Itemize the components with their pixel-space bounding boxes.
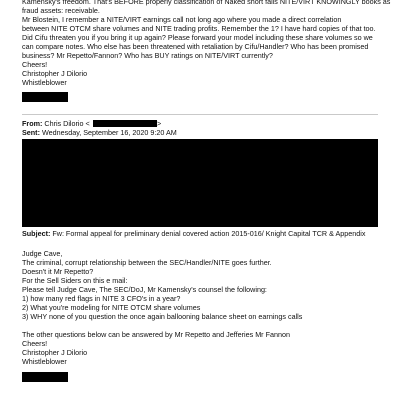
top-text-line-1: fraud assets: receivable. [22, 6, 100, 15]
body-line-7: 3) WHY none of you question the once again ballooning balance sheet on earnings calls [22, 312, 303, 321]
email-from-row [22, 119, 90, 128]
email-subject-row [22, 229, 365, 238]
body-closing: Cheers! [22, 339, 48, 348]
body-line-0: Judge Cave, [22, 249, 63, 258]
body-line-2: Doesn't it Mr Repetto? [22, 267, 94, 276]
top-text-line-2: Mr Blostein, I remember a NITE/VIRT earnings call not long ago where you made a direct correlation [22, 15, 342, 24]
top-text-line-3: between NITE OTCM share volumes and NITE trading profits. Remember the 1? I have hard copies of that too. [22, 24, 376, 33]
signature-name: Christopher J Dilorio [22, 69, 88, 78]
top-text-line-7: Cheers! [22, 60, 48, 69]
body-signature-name: Christopher J Dilorio [22, 348, 88, 357]
body-line-1: The criminal, corrupt relationship between the SEC/Handler/NITE goes further. [22, 258, 272, 267]
from-value: Chris Dilorio < [44, 119, 90, 128]
top-text-line-4: Did Cifu threaten you if you bring it up again? Please forward your model including these share volumes so we [22, 33, 373, 42]
sent-label: Sent: [22, 128, 40, 137]
signature-title: Whistleblower [22, 78, 67, 87]
redaction-block-recipients [22, 139, 378, 227]
redaction-block-signature-top [22, 92, 68, 102]
subject-label: Subject: [22, 229, 51, 238]
top-text-line-5: can compare notes. Who else has been threatened with retaliation by Cifu/Handler? Who has been promised [22, 42, 369, 51]
top-text-line-6: business? Mr Repetto/Fannon? Who has BUY ratings on NITE/VIRT currently? [22, 51, 273, 60]
body-line-6: 2) What you're modeling for NITE OTCM share volumes [22, 303, 201, 312]
from-label: From: [22, 119, 43, 128]
body-signature-title: Whistleblower [22, 357, 67, 366]
top-text-line-0: Kamensky's freedom. That's BEFORE properly classification of Naked short fails NITE/VIRT KNOWINGLY books as [22, 0, 391, 6]
subject-value: Fw: Formal appeal for preliminary denial covered action 2015-016/ Knight Capital TCR & Appendix [52, 229, 366, 238]
redaction-block-email-address [93, 120, 157, 127]
body-line-8: The other questions below can be answered by Mr Repetto and Jefferies Mr Fannon [22, 330, 290, 339]
body-line-4: Please tell Judge Cave, The SEC/DoJ, Mr Kamensky's counsel the following: [22, 285, 267, 294]
from-close-bracket: > [157, 119, 162, 128]
body-line-3: For the Sell Siders on this e mail: [22, 276, 128, 285]
body-line-5: 1) how many red flags in NITE 3 CFO's in a year? [22, 294, 181, 303]
sent-value: Wednesday, September 16, 2020 9:20 AM [41, 128, 177, 137]
redaction-block-signature-bottom [22, 372, 68, 382]
email-sent-row [22, 128, 177, 137]
email-separator-rule [22, 114, 378, 115]
